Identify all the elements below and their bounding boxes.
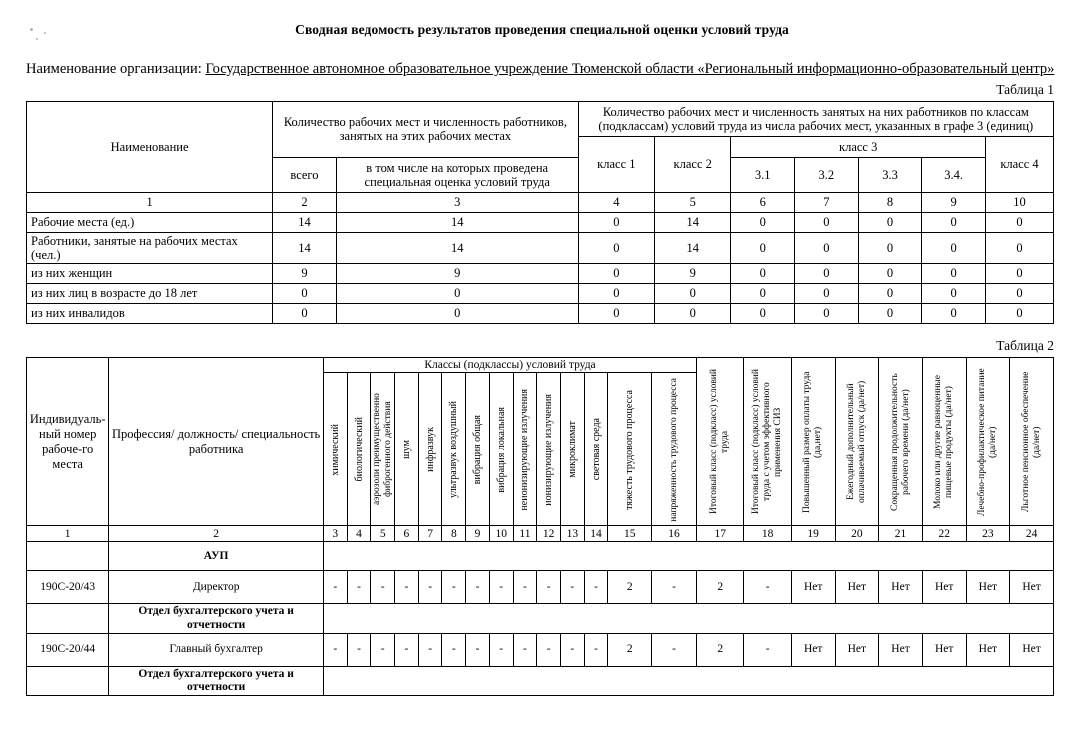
t1-cell: 0 (336, 303, 578, 323)
t2-num: 14 (584, 526, 608, 542)
t2-final-class: 2 (697, 633, 744, 666)
t2-header-factor-noise: шум (395, 373, 419, 526)
table-row (27, 232, 1054, 263)
t1-cell: 14 (273, 212, 337, 232)
t1-cell: 0 (578, 283, 654, 303)
t1-cell: 0 (731, 232, 795, 263)
t1-cell: 0 (858, 212, 922, 232)
t1-header-name: Наименование (27, 101, 273, 192)
t2-section-label: Отдел бухгалтерского учета и отчетности (109, 604, 324, 633)
t2-num: 11 (513, 526, 537, 542)
t2-section-span (323, 666, 1053, 695)
scan-speck (36, 38, 38, 40)
t2-header-classes-group: Классы (подклассы) условий труда (323, 357, 696, 373)
t2-header-final-ppe: Итоговый класс (подкласс) условий труда с учетом эффективного применения СИЗ (744, 357, 791, 526)
t1-cell: 0 (578, 303, 654, 323)
t2-section-span (323, 604, 1053, 633)
t1-cell: 14 (655, 232, 731, 263)
t1-cell: 14 (273, 232, 337, 263)
t1-cell: 0 (795, 303, 859, 323)
t2-header-factor-intensity: напряженность трудового процесса (652, 373, 697, 526)
t2-header-vacation: Ежегодный дополнительный оплачиваемый отпуск (да/нет) (835, 357, 879, 526)
t1-cell: 0 (985, 263, 1053, 283)
summary-table-1 (26, 101, 1054, 324)
t2-factor-cell: - (323, 633, 347, 666)
t2-num: 4 (347, 526, 371, 542)
t2-header-factor-chemical: химический (323, 373, 347, 526)
t2-factor-cell: 2 (608, 571, 652, 604)
t2-header-worktime: Сокращенная продолжительность рабочего времени (да/нет) (879, 357, 923, 526)
t1-cell: 0 (985, 283, 1053, 303)
page-title: Сводная ведомость результатов проведения специальной оценки условий труда (295, 22, 789, 37)
t2-num: 6 (395, 526, 419, 542)
scan-speck (30, 28, 33, 31)
t1-row-label: из них инвалидов (27, 303, 273, 323)
t1-header-class34: 3.4. (922, 157, 986, 192)
t2-num: 16 (652, 526, 697, 542)
t2-workplace-number: 190С-20/43 (27, 571, 109, 604)
t1-cell: 9 (655, 263, 731, 283)
t2-header-factor-light: световая среда (584, 373, 608, 526)
t2-benefit-cell: Нет (1010, 571, 1054, 604)
t1-header-class-group: Количество рабочих мест и численность занятых на них работников по классам (подклассам) условий труда из числа рабочих мест, указанных в графе 3 (единиц) (578, 101, 1053, 136)
t2-numbering-row (27, 526, 1054, 542)
t2-benefit-cell: Нет (835, 633, 879, 666)
t1-row-label: из них лиц в возрасте до 18 лет (27, 283, 273, 303)
t2-factor-cell: - (489, 633, 513, 666)
t2-header-col2: Профессия/ должность/ специальность работника (109, 357, 324, 526)
t2-header-factor-microclimate: микроклимат (560, 373, 584, 526)
t1-cell: 0 (858, 232, 922, 263)
t2-final-class-ppe: - (744, 633, 791, 666)
table2-caption: Таблица 2 (996, 337, 1054, 353)
t1-cell: 0 (922, 303, 986, 323)
t1-num-3: 3 (336, 192, 578, 212)
t2-header-milk: Молоко или другие равноценные пищевые продукты (да/нет) (922, 357, 966, 526)
table-row (27, 283, 1054, 303)
t2-factor-cell: - (418, 633, 442, 666)
document-page (0, 22, 1084, 747)
t1-cell: 14 (336, 212, 578, 232)
t1-cell: 0 (336, 283, 578, 303)
t2-factor-cell: 2 (608, 633, 652, 666)
t2-factor-cell: - (652, 633, 697, 666)
t2-position: Главный бухгалтер (109, 633, 324, 666)
t2-factor-cell: - (560, 571, 584, 604)
t2-factor-cell: - (537, 633, 561, 666)
t1-row-label: Рабочие места (ед.) (27, 212, 273, 232)
t2-num: 2 (109, 526, 324, 542)
table-row (27, 571, 1054, 604)
t2-header-factor-ionizing: ионизирующие излучения (537, 373, 561, 526)
t2-header-factor-vibration-local: вибрация локальная (489, 373, 513, 526)
t2-factor-cell: - (418, 571, 442, 604)
t1-cell: 0 (922, 263, 986, 283)
t2-benefit-cell: Нет (791, 571, 835, 604)
t1-header-with-soput: в том числе на которых проведена специальная оценка условий труда (336, 157, 578, 192)
t2-benefit-cell: Нет (791, 633, 835, 666)
scan-speck (44, 32, 46, 34)
t2-factor-cell: - (371, 571, 395, 604)
t2-benefit-cell: Нет (922, 633, 966, 666)
t2-num: 12 (537, 526, 561, 542)
t2-final-class: 2 (697, 571, 744, 604)
organization-line (26, 60, 1058, 80)
t1-numbering-row (27, 192, 1054, 212)
t2-benefit-cell: Нет (1010, 633, 1054, 666)
t1-cell: 0 (273, 303, 337, 323)
t1-header-class32: 3.2 (795, 157, 859, 192)
t1-header-class2: класс 2 (655, 136, 731, 192)
t1-cell: 0 (858, 303, 922, 323)
t2-final-class-ppe: - (744, 571, 791, 604)
t2-header-factor-severity: тяжесть трудового процесса (608, 373, 652, 526)
t2-num: 18 (744, 526, 791, 542)
t1-header-class33: 3.3 (858, 157, 922, 192)
t1-cell: 0 (731, 212, 795, 232)
t1-num-4: 4 (578, 192, 654, 212)
t1-cell: 0 (731, 263, 795, 283)
t1-cell: 0 (922, 232, 986, 263)
t2-section-label: АУП (109, 542, 324, 571)
t2-num: 9 (466, 526, 490, 542)
t2-factor-cell: - (652, 571, 697, 604)
t2-benefit-cell: Нет (879, 633, 923, 666)
t2-section-span (323, 542, 1053, 571)
t2-header-treatment: Лечебно-профилактическое питание (да/нет) (966, 357, 1010, 526)
t2-factor-cell: - (466, 571, 490, 604)
t2-section-label: Отдел бухгалтерского учета и отчетности (109, 666, 324, 695)
t2-num: 10 (489, 526, 513, 542)
t1-num-5: 5 (655, 192, 731, 212)
t2-factor-cell: - (513, 633, 537, 666)
t1-cell: 0 (578, 232, 654, 263)
t2-header-factor-infrasound: инфразвук (418, 373, 442, 526)
table-row-section (27, 666, 1054, 695)
t1-num-9: 9 (922, 192, 986, 212)
t2-workplace-number: 190С-20/44 (27, 633, 109, 666)
t2-factor-cell: - (395, 571, 419, 604)
t2-position: Директор (109, 571, 324, 604)
t1-num-6: 6 (731, 192, 795, 212)
t2-factor-cell: - (489, 571, 513, 604)
t2-num: 5 (371, 526, 395, 542)
t2-factor-cell: - (560, 633, 584, 666)
t1-cell: 0 (655, 303, 731, 323)
t2-num: 24 (1010, 526, 1054, 542)
t2-factor-cell: - (513, 571, 537, 604)
t1-num-10: 10 (985, 192, 1053, 212)
t2-factor-cell: - (466, 633, 490, 666)
t2-factor-cell: - (347, 571, 371, 604)
t1-num-2: 2 (273, 192, 337, 212)
t1-row-label: Работники, занятые на рабочих местах (чел.) (27, 232, 273, 263)
t2-factor-cell: - (442, 633, 466, 666)
t2-factor-cell: - (584, 633, 608, 666)
t2-benefit-cell: Нет (966, 571, 1010, 604)
t2-factor-cell: - (347, 633, 371, 666)
t1-row-label: из них женщин (27, 263, 273, 283)
t2-header-factor-ultrasound: ультразвук воздушный (442, 373, 466, 526)
t1-cell: 9 (336, 263, 578, 283)
t1-cell: 0 (922, 283, 986, 303)
t2-header-pension: Льготное пенсионное обеспечение (да/нет) (1010, 357, 1054, 526)
t2-factor-cell: - (395, 633, 419, 666)
t1-cell: 0 (985, 212, 1053, 232)
t2-factor-cell: - (323, 571, 347, 604)
t2-section-empty (27, 666, 109, 695)
table-row (27, 263, 1054, 283)
t1-cell: 0 (273, 283, 337, 303)
t2-factor-cell: - (442, 571, 466, 604)
t2-benefit-cell: Нет (879, 571, 923, 604)
t1-cell: 0 (985, 303, 1053, 323)
organization-value: Государственное автономное образовательное учреждение Тюменской области «Региональный информационно-образовательный центр» (205, 61, 1055, 77)
t1-cell: 9 (273, 263, 337, 283)
t2-benefit-cell: Нет (835, 571, 879, 604)
table-row-section (27, 542, 1054, 571)
t1-header-total: всего (273, 157, 337, 192)
t2-header-pay: Повышенный размер оплаты труда (да,нет) (791, 357, 835, 526)
t1-header-class3: класс 3 (731, 136, 986, 157)
t1-cell: 14 (655, 212, 731, 232)
t1-header-qty-group: Количество рабочих мест и численность работников, занятых на этих рабочих местах (273, 101, 579, 157)
t1-cell: 0 (985, 232, 1053, 263)
t1-cell: 0 (731, 303, 795, 323)
t2-benefit-cell: Нет (966, 633, 1010, 666)
t2-num: 8 (442, 526, 466, 542)
t2-header-factor-vibration-general: вибрация общая (466, 373, 490, 526)
t2-header-factor-aerosol: аэрозоли преимущественно фиброгенного действия (371, 373, 395, 526)
t2-header-factor-nonionizing: неионизирующие излучения (513, 373, 537, 526)
table-row (27, 633, 1054, 666)
t1-num-8: 8 (858, 192, 922, 212)
t2-num: 3 (323, 526, 347, 542)
t1-cell: 14 (336, 232, 578, 263)
summary-table-2 (26, 357, 1054, 697)
t2-num: 21 (879, 526, 923, 542)
t2-num: 20 (835, 526, 879, 542)
t1-cell: 0 (795, 263, 859, 283)
table1-caption: Таблица 1 (996, 81, 1054, 97)
t1-cell: 0 (858, 263, 922, 283)
t2-num: 22 (922, 526, 966, 542)
t2-header-factor-biological: биологический (347, 373, 371, 526)
t2-header-final: Итоговый класс (подкласс) условий труда (697, 357, 744, 526)
t2-num: 7 (418, 526, 442, 542)
t1-cell: 0 (578, 263, 654, 283)
t2-num: 13 (560, 526, 584, 542)
t1-cell: 0 (795, 232, 859, 263)
table-row (27, 303, 1054, 323)
organization-label: Наименование организации: (26, 61, 202, 77)
t2-header-col1: Индивидуаль-ный номер рабоче-го места (27, 357, 109, 526)
t2-section-empty (27, 542, 109, 571)
t1-cell: 0 (858, 283, 922, 303)
t1-cell: 0 (655, 283, 731, 303)
table-row (27, 212, 1054, 232)
t1-cell: 0 (578, 212, 654, 232)
t1-cell: 0 (795, 212, 859, 232)
t2-num: 17 (697, 526, 744, 542)
t2-factor-cell: - (371, 633, 395, 666)
t2-num: 23 (966, 526, 1010, 542)
t1-cell: 0 (922, 212, 986, 232)
t2-num: 1 (27, 526, 109, 542)
t1-header-class4: класс 4 (985, 136, 1053, 192)
table-row-section (27, 604, 1054, 633)
t1-num-1: 1 (27, 192, 273, 212)
t1-num-7: 7 (795, 192, 859, 212)
t2-num: 15 (608, 526, 652, 542)
t2-factor-cell: - (537, 571, 561, 604)
t2-section-empty (27, 604, 109, 633)
t1-header-class31: 3.1 (731, 157, 795, 192)
t2-factor-cell: - (584, 571, 608, 604)
t2-benefit-cell: Нет (922, 571, 966, 604)
t2-num: 19 (791, 526, 835, 542)
t1-cell: 0 (795, 283, 859, 303)
t1-header-class1: класс 1 (578, 136, 654, 192)
t1-cell: 0 (731, 283, 795, 303)
